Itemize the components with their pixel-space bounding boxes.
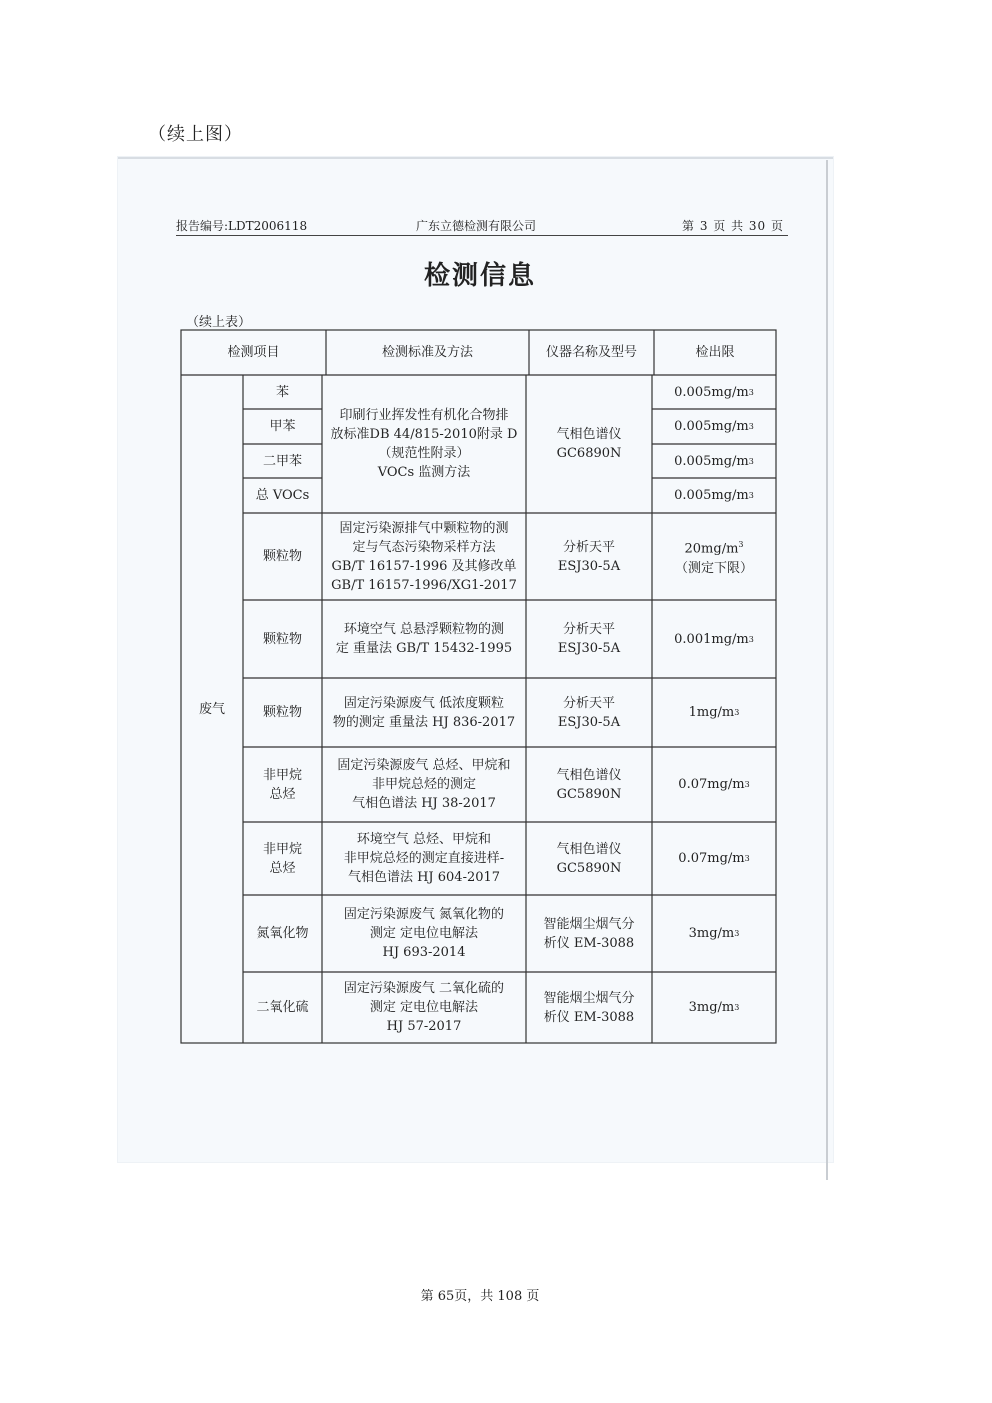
table-row-method: 固定污染源废气 二氧化硫的 测定 定电位电解法 HJ 57-2017 — [343, 981, 505, 1034]
table-row-instrument: 分析天平 ESJ30-5A — [557, 622, 621, 656]
table-row-limit — [652, 678, 776, 747]
table-row-method: 环境空气 总烃、甲烷和 非甲烷总烃的测定直接进样- 气相色谱法 HJ 604-2017 — [343, 832, 505, 885]
cube-exponent: 3 — [748, 422, 754, 431]
cube-exponent: 3 — [744, 780, 750, 789]
table-row-limit — [652, 822, 776, 895]
table-row-limit — [652, 972, 776, 1043]
page-number: 第 65页，共 108 页 — [420, 1289, 540, 1304]
limit-value: 0.07mg/m — [678, 851, 745, 866]
voc-limit — [652, 409, 776, 444]
table-row-item: 颗粒物 — [262, 631, 302, 647]
voc-item: 苯 — [275, 384, 289, 400]
limit-value: 1mg/m — [688, 705, 735, 720]
header-instrument: 仪器名称及型号 — [545, 345, 637, 360]
cube-exponent: 3 — [748, 634, 754, 644]
continued-table-label: （续上表） — [186, 315, 252, 330]
table-row-limit — [652, 747, 776, 822]
limit-value: 0.005mg/m — [674, 453, 749, 469]
continued-figure-label: （续上图） — [148, 124, 243, 145]
limit-value: 3mg/m — [688, 926, 735, 941]
voc-limit — [652, 444, 776, 478]
table-row-item: 氮氧化物 — [256, 926, 309, 941]
voc-item: 二甲苯 — [262, 453, 302, 469]
table-row-item: 二氧化硫 — [256, 1000, 309, 1015]
table-row-method: 固定污染源废气 低浓度颗粒 物的测定 重量法 HJ 836-2017 — [332, 695, 516, 730]
voc-method: 印刷行业挥发性有机化合物排 放标准DB 44/815-2010附录 D （规范性附录） VOCs 监测方法 — [330, 408, 518, 480]
table-row-method: 环境空气 总悬浮颗粒物的测 定 重量法 GB/T 15432-1995 — [335, 622, 513, 656]
cube-exponent: 3 — [734, 708, 740, 717]
table-row-limit — [652, 600, 776, 678]
table-row-item: 非甲烷 总烃 — [262, 767, 302, 802]
table-row-item: 颗粒物 — [262, 549, 302, 564]
limit-value: 0.07mg/m — [678, 777, 745, 792]
limit-value: 0.005mg/m — [674, 488, 749, 503]
table-row-method: 固定污染源废气 氮氧化物的 测定 定电位电解法 HJ 693-2014 — [343, 907, 505, 960]
voc-limit — [652, 375, 776, 409]
cube-exponent: 3 — [734, 1003, 740, 1012]
voc-item: 总 VOCs — [255, 488, 310, 503]
cube-exponent: 3 — [738, 540, 744, 550]
table-row-instrument: 分析天平 ESJ30-5A — [557, 695, 621, 730]
header-method: 检测标准及方法 — [381, 345, 473, 360]
voc-item: 甲苯 — [269, 419, 296, 434]
table-row-item: 非甲烷 总烃 — [262, 841, 302, 876]
company-name: 广东立德检测有限公司 — [416, 219, 537, 233]
table-row-instrument: 智能烟尘烟气分 析仪 EM-3088 — [543, 916, 635, 951]
cube-exponent: 3 — [748, 491, 754, 500]
table-row-instrument: 气相色谱仪 GC5890N — [556, 767, 622, 802]
table-row-limit — [652, 513, 776, 600]
report-number: 报告编号:LDT2006118 — [176, 219, 308, 233]
limit-value: 0.001mg/m — [674, 631, 749, 647]
page-title: 检测信息 — [423, 261, 536, 291]
cube-exponent: 3 — [744, 854, 750, 863]
limit-note: （测定下限） — [674, 560, 753, 576]
limit-value: 3mg/m — [688, 1000, 735, 1015]
table-row-method: 固定污染源排气中颗粒物的测 定与气态污染物采样方法 GB/T 16157-1996 及其修改单 GB/T 16157-1996/XG1-2017 — [331, 520, 517, 593]
limit-value: 0.005mg/m — [674, 419, 749, 434]
table-row-method: 固定污染源废气 总烃、甲烷和 非甲烷总烃的测定 气相色谱法 HJ 38-2017 — [337, 758, 511, 811]
table-row-item: 颗粒物 — [262, 705, 302, 720]
voc-limit — [652, 478, 776, 513]
voc-instrument: 气相色谱仪 GC6890N — [556, 427, 622, 461]
header-item: 检测项目 — [227, 345, 280, 360]
report-page-of: 第 3 页 共 30 页 — [682, 219, 784, 233]
limit-value: 20mg/m — [684, 541, 739, 557]
table-row-instrument: 气相色谱仪 GC5890N — [556, 841, 622, 876]
limit-value: 0.005mg/m — [674, 384, 749, 400]
cube-exponent: 3 — [748, 456, 754, 466]
category-cell: 废气 — [198, 701, 225, 717]
cube-exponent: 3 — [734, 929, 740, 938]
table-row-limit — [652, 895, 776, 972]
table-row-instrument: 分析天平 ESJ30-5A — [557, 539, 621, 574]
header-limit: 检出限 — [695, 345, 735, 360]
cube-exponent: 3 — [748, 387, 754, 397]
table-row-instrument: 智能烟尘烟气分 析仪 EM-3088 — [543, 990, 635, 1025]
